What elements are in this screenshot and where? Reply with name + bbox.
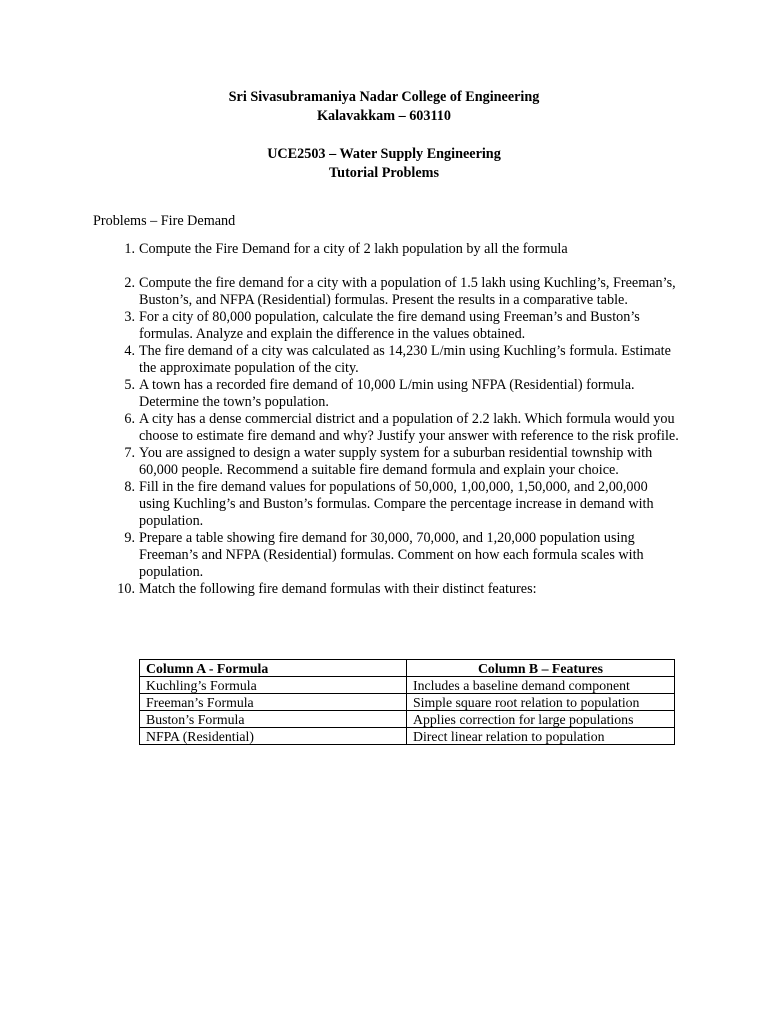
list-item [124,343,679,377]
match-table [139,659,675,745]
college-name: Sri Sivasubramaniya Nadar College of Engineering [228,89,540,105]
table-row [140,728,675,745]
item-number: 5. [124,377,135,393]
course-header [0,145,768,183]
table-row [140,711,675,728]
formula-cell: Freeman’s Formula [140,694,407,711]
feature-cell: Includes a baseline demand component [407,677,675,694]
item-text: Match the following fire demand formulas with their distinct features: [139,581,537,597]
table-row [140,694,675,711]
item-text: For a city of 80,000 population, calculate the fire demand using Freeman’s and Buston’s formulas. Analyze and explain the difference in the values obtained. [139,309,640,342]
item-text: Compute the fire demand for a city with a population of 1.5 lakh using Kuchling’s, Freeman’s, Buston’s, and NFPA (Residential) formulas. Present the results in a comparative table. [139,275,676,308]
item-number: 10. [117,581,135,597]
section-title: Problems – Fire Demand [93,213,236,229]
item-text: A town has a recorded fire demand of 10,000 L/min using NFPA (Residential) formula. Determine the town’s population. [139,377,635,410]
problem-list [117,241,679,598]
item-number: 2. [124,275,135,291]
list-item [124,309,679,343]
item-number: 6. [124,411,135,427]
item-number: 1. [124,241,135,257]
item-number: 4. [124,343,135,359]
feature-cell: Direct linear relation to population [407,728,675,745]
column-b-header: Column B – Features [407,660,675,677]
column-a-header: Column A - Formula [140,660,407,677]
item-text: Compute the Fire Demand for a city of 2 lakh population by all the formula [139,241,568,257]
list-item [124,530,679,581]
table-row [140,677,675,694]
formula-cell: Kuchling’s Formula [140,677,407,694]
item-number: 7. [124,445,135,461]
feature-cell: Simple square root relation to population [407,694,675,711]
list-item [124,241,679,258]
list-item [124,275,679,309]
list-item [124,377,679,411]
institution-header [0,88,768,126]
formula-cell: NFPA (Residential) [140,728,407,745]
item-text: A city has a dense commercial district and a population of 2.2 lakh. Which formula would you choose to estimate fire demand and why? Justify your answer with reference to the risk profile. [139,411,679,444]
item-text: Prepare a table showing fire demand for 30,000, 70,000, and 1,20,000 population using Freeman’s and NFPA (Residential) formulas. Comment on how each formula scales with population. [139,530,644,580]
item-number: 9. [124,530,135,546]
list-item [124,411,679,445]
item-number: 8. [124,479,135,495]
feature-cell: Applies correction for large populations [407,711,675,728]
college-location: Kalavakkam – 603110 [316,108,451,124]
table-header-row [140,660,675,677]
item-text: You are assigned to design a water supply system for a suburban residential township with 60,000 people. Recommend a suitable fire demand formula and explain your choice. [139,445,653,478]
document-subtitle: Tutorial Problems [329,165,439,181]
item-number: 3. [124,309,135,325]
formula-cell: Buston’s Formula [140,711,407,728]
item-text: Fill in the fire demand values for populations of 50,000, 1,00,000, 1,50,000, and 2,00,000 using Kuchling’s and Buston’s formulas. Compare the percentage increase in demand with population. [139,479,654,529]
course-title: UCE2503 – Water Supply Engineering [267,146,501,162]
list-item [124,445,679,479]
item-text: The fire demand of a city was calculated as 14,230 L/min using Kuchling’s formula. Estimate the approximate population of the city. [139,343,671,376]
list-item [117,581,679,598]
list-item [124,479,679,530]
